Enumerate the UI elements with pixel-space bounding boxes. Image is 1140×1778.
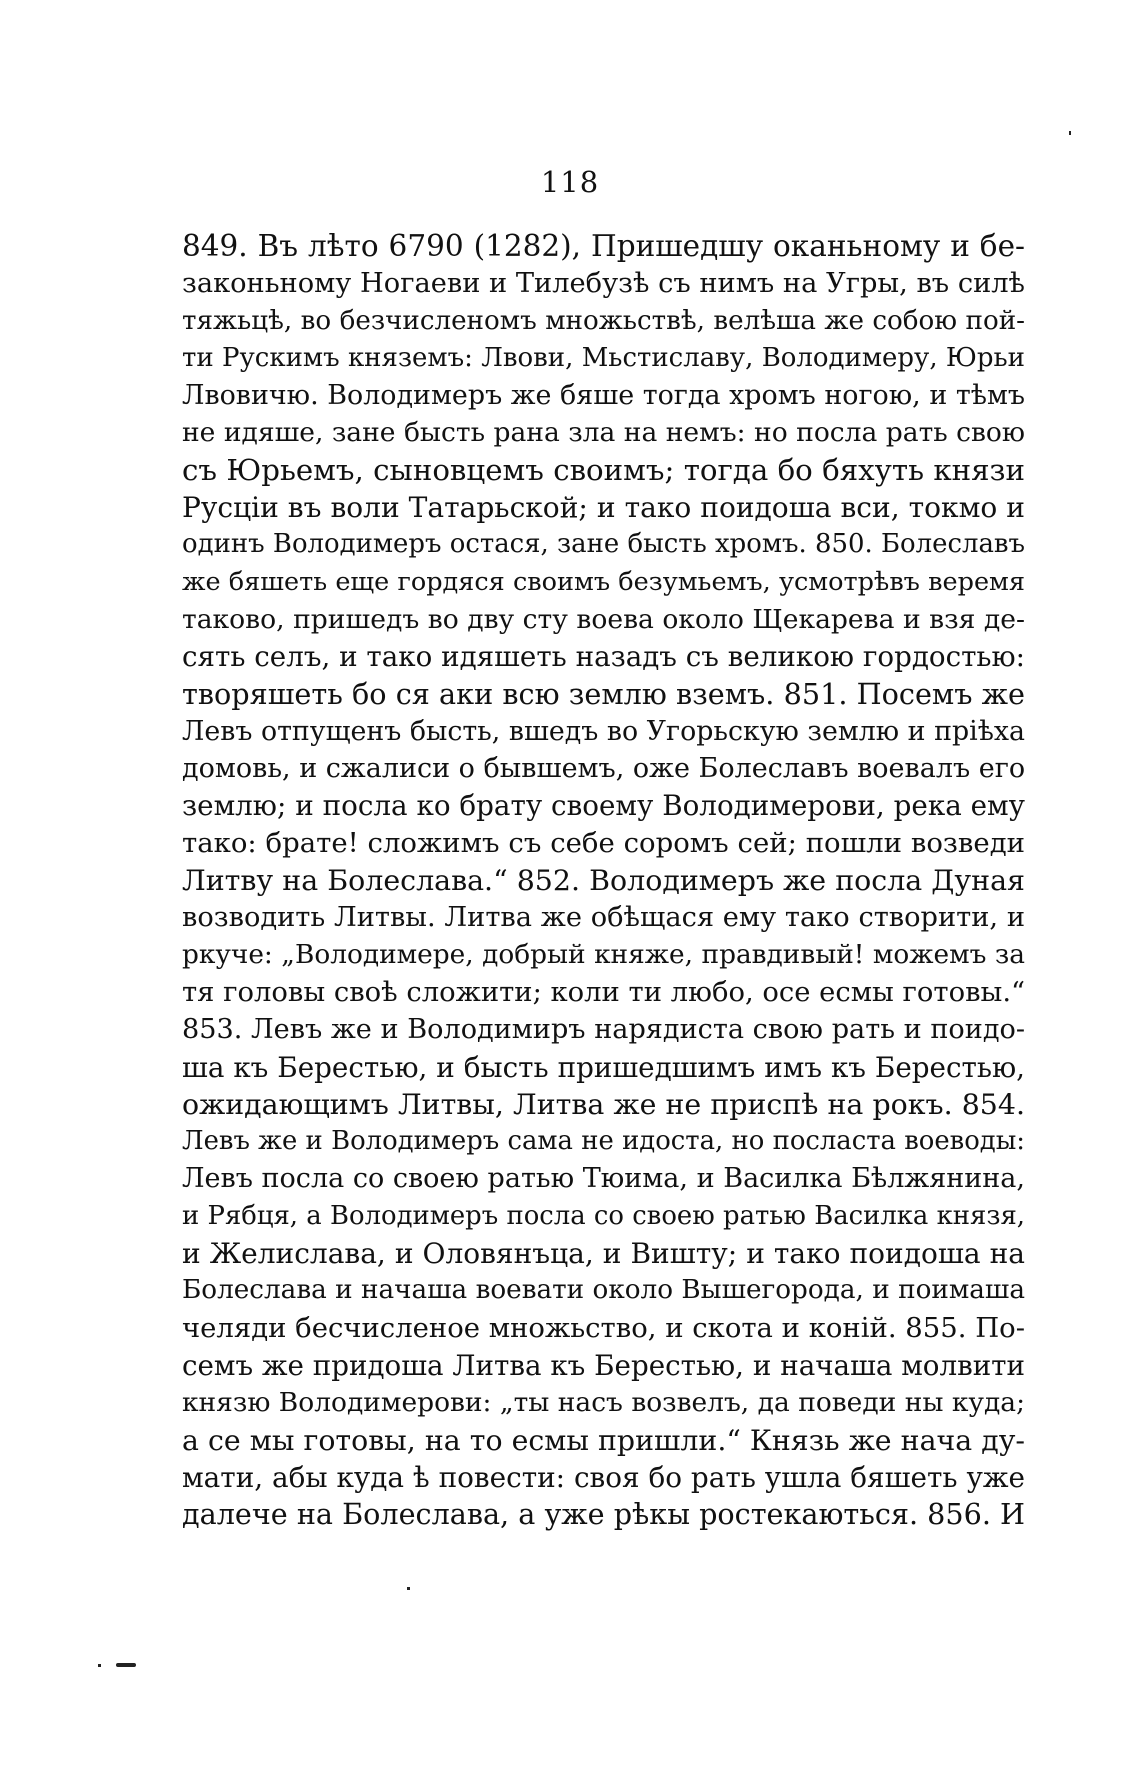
text-line: же бяшеть еще гордяся своимъ безумьемъ, усмотрѣвъ веремя bbox=[182, 566, 1025, 597]
scan-speck bbox=[1069, 131, 1071, 135]
text-line: Лвовичю. Володимеръ же бяше тогда хромъ ногою, и тѣмъ bbox=[182, 380, 1025, 412]
text-line: князю Володимерови: „ты насъ возвелъ, да поведи ны куда; bbox=[182, 1387, 1025, 1419]
chronicle-text bbox=[182, 228, 1025, 1533]
text-line: ожидающимъ Литвы, Литва же не приспѣ на рокъ. 854. bbox=[182, 1087, 1025, 1121]
text-line: законьному Ногаеви и Тилебузѣ съ нимъ на Угры, въ силѣ bbox=[182, 268, 1025, 300]
scan-speck bbox=[98, 1664, 101, 1667]
text-line: одинъ Володимеръ остася, зане бысть хромъ. 850. Болеславъ bbox=[182, 529, 1025, 560]
text-line: ша къ Берестью, и бысть пришедшимъ имъ къ Берестью, bbox=[182, 1050, 1025, 1084]
text-line: 849. Въ лѣто 6790 (1282), Пришедшу оканьному и бе- bbox=[182, 229, 1025, 263]
scan-smudge bbox=[116, 1663, 136, 1667]
text-line: возводить Литвы. Литва же обѣщася ему тако створити, и bbox=[182, 902, 1025, 934]
text-line: тяжьцѣ, во безчисленомъ множьствѣ, велѣша же собою пой- bbox=[182, 305, 1025, 336]
text-line: а се мы готовы, на то есмы пришли.“ Князь же нача ду- bbox=[182, 1423, 1025, 1457]
text-line: семъ же придоша Литва къ Берестью, и начаша молвити bbox=[182, 1348, 1025, 1382]
text-line: и Желислава, и Оловянъца, и Вишту; и тако поидоша на bbox=[182, 1237, 1025, 1271]
text-line: сять селъ, и тако идяшеть назадъ съ великою гордостью: bbox=[182, 640, 1025, 674]
page-number: 118 bbox=[540, 165, 600, 199]
text-line: Болеслава и начаша воевати около Вышегорода, и поимаша bbox=[182, 1275, 1025, 1306]
text-line: Русціи въ воли Татарьской; и тако поидоша вси, токмо и bbox=[182, 491, 1025, 525]
text-line: домовь, и сжалиси о бывшемъ, оже Болеславъ воевалъ его bbox=[182, 753, 1026, 785]
text-line: таково, пришедъ во дву сту воева около Щекарева и взя де- bbox=[182, 603, 1025, 635]
text-line: ти Рускимъ княземъ: Лвови, Мьстиславу, Володимеру, Юрьи bbox=[182, 342, 1025, 373]
scan-speck bbox=[407, 1587, 410, 1590]
text-line: не идяше, зане бысть рана зла на немъ: но посла рать свою bbox=[182, 417, 1025, 449]
text-line: съ Юрьемъ, сыновцемъ своимъ; тогда бо бяхуть князи bbox=[182, 452, 1025, 487]
text-line: мати, абы куда ѣ повести: своя бо рать ушла бяшеть уже bbox=[182, 1460, 1025, 1494]
text-line: 853. Левъ же и Володимиръ нарядиста свою рать и поидо- bbox=[182, 1014, 1025, 1046]
text-line: землю; и посла ко брату своему Володимерови, река ему bbox=[182, 789, 1025, 823]
text-line: тя головы своѣ сложити; коли ти любо, осе есмы готовы.“ bbox=[182, 976, 1026, 1008]
text-line: ркуче: „Володимере, добрый княже, правдивый! можемъ за bbox=[182, 939, 1025, 970]
text-line: Левъ посла со своею ратью Тюима, и Василка Бѣлжянина, bbox=[182, 1163, 1025, 1195]
text-line: далече на Болеслава, а уже рѣкы ростекаються. 856. И bbox=[182, 1497, 1026, 1532]
text-line: Левъ же и Володимеръ сама не идоста, но посласта воеводы: bbox=[182, 1126, 1025, 1157]
text-line: Литву на Болеслава.“ 852. Володимеръ же посла Дуная bbox=[182, 864, 1025, 898]
text-line: тако: брате! сложимъ съ себе соромъ сей; пошли возведи bbox=[182, 826, 1025, 859]
text-line: и Рябця, а Володимеръ посла со своею ратью Василка князя, bbox=[182, 1200, 1025, 1231]
text-line: творяшеть бо ся аки всю землю вземъ. 851. Посемъ же bbox=[182, 676, 1025, 711]
text-line: Левъ отпущенъ бысть, вшедъ во Угорьскую землю и прiѣха bbox=[182, 715, 1025, 747]
text-line: челяди бесчисленое множьство, и скота и конiй. 855. По- bbox=[182, 1312, 1025, 1344]
